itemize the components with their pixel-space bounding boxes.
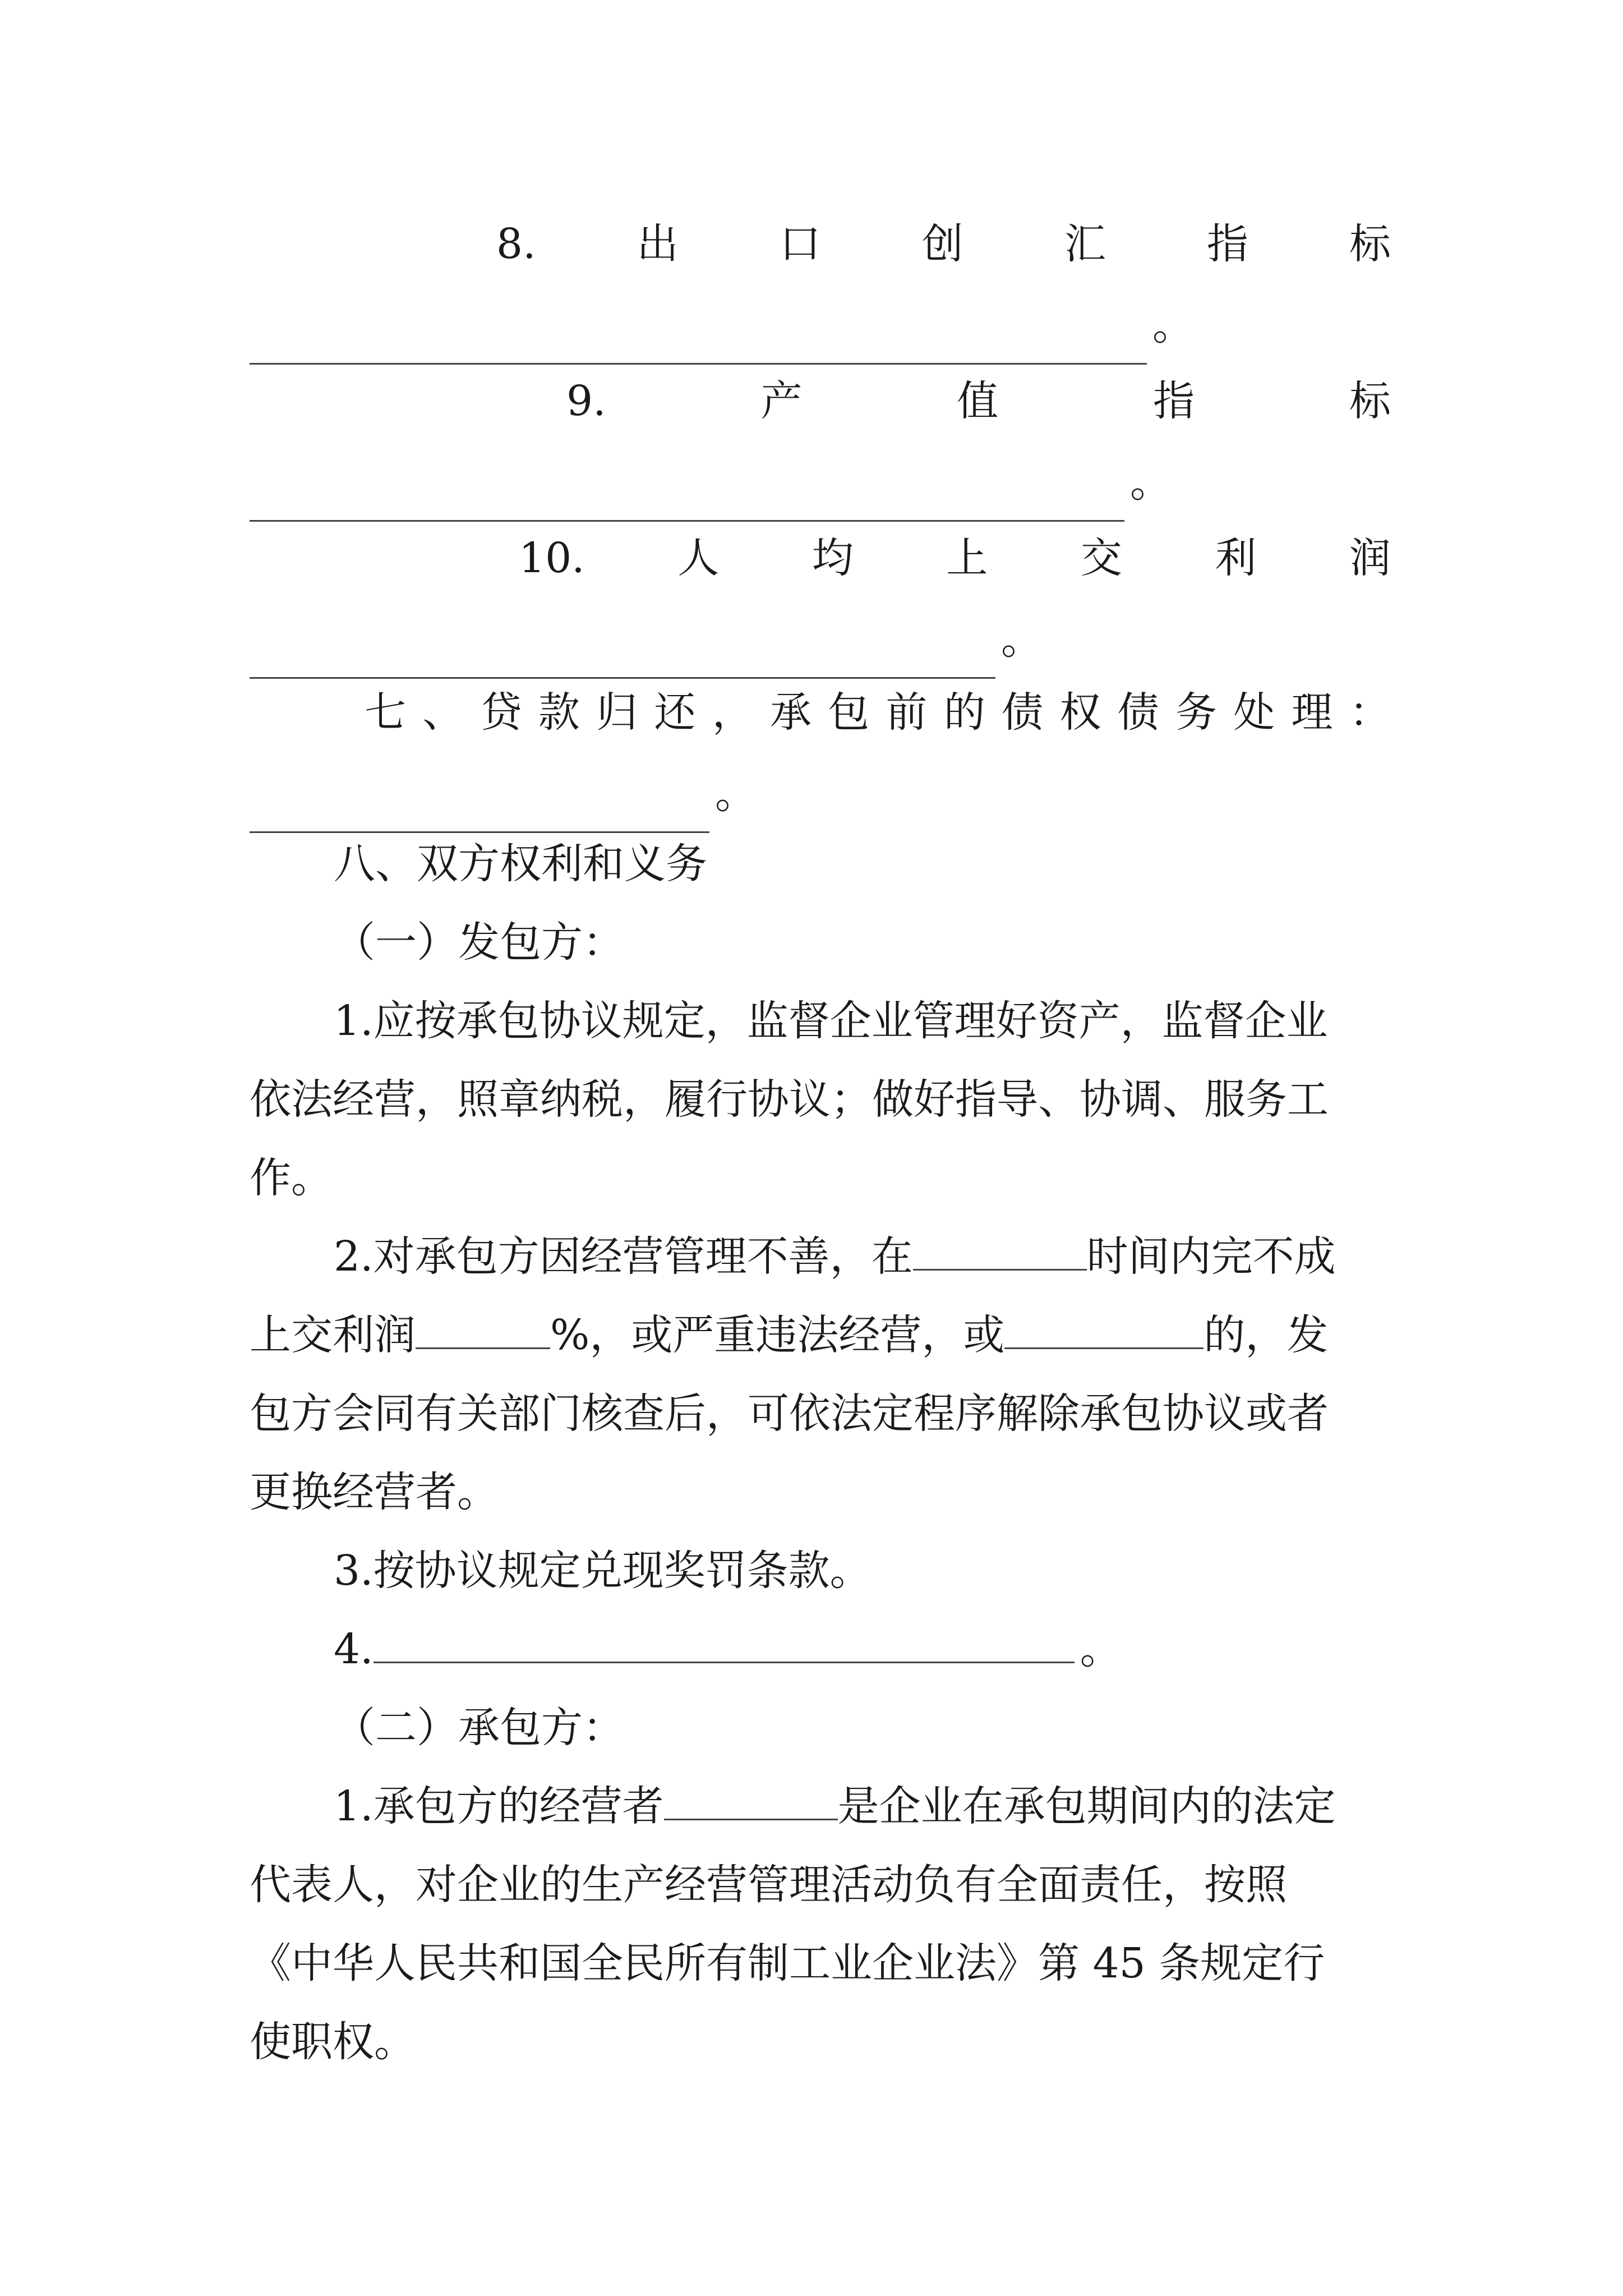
party-a-clause-3: 3.按协议规定兑现奖罚条款。 <box>334 1547 872 1595</box>
party-a-clause-2-line-4: 更换经营者。 <box>250 1468 499 1516</box>
item-8-line <box>250 205 1391 283</box>
section-7-char: 债 <box>1117 688 1159 737</box>
item-10-fill-in-rule[interactable] <box>250 628 995 679</box>
item-8-char: 口 <box>779 220 821 268</box>
section-7-char: 承 <box>769 688 811 737</box>
item-8-fill-in-rule[interactable] <box>250 314 1147 365</box>
item-8-char: 指 <box>1206 220 1248 268</box>
party-a-clause-2-text: 上交利润 <box>250 1311 416 1359</box>
party-b-clause-1-line-2: 代表人，对企业的生产经营管理活动负有全面责任，按照 <box>250 1861 1287 1909</box>
section-7-char: 前 <box>886 688 928 737</box>
party-a-clause-2-text: 2.对承包方因经营管理不善，在 <box>334 1232 913 1281</box>
item-9-char: 产 <box>760 377 803 425</box>
section-7-char: 包 <box>828 688 870 737</box>
section-7-char: 的 <box>943 688 985 737</box>
party-b-clause-1-line-3: 《中华人民共和国全民所有制工业企业法》第 45 条规定行 <box>250 1939 1325 1987</box>
full-stop: 。 <box>1080 1625 1122 1673</box>
party-a-heading: （一）发包方： <box>334 918 624 967</box>
section-7-char: 还 <box>654 688 696 737</box>
item-10-char: 利 <box>1215 534 1257 582</box>
section-7-char: 归 <box>596 688 638 737</box>
party-a-clause-1-line-3: 作。 <box>250 1154 333 1202</box>
section-7-char: ， <box>712 688 754 737</box>
section-7-char: 理 <box>1291 688 1333 737</box>
item-10-blank-line <box>250 600 1391 679</box>
item-9-line <box>250 362 1391 440</box>
item-9-number: 9. <box>566 377 606 425</box>
item-8-char: 汇 <box>1064 220 1106 268</box>
party-a-clause-1-line-1: 1.应按承包协议规定，监督企业管理好资产，监督企业 <box>334 997 1328 1045</box>
item-8-char: 创 <box>921 220 963 268</box>
full-stop: 。 <box>1130 458 1172 507</box>
party-a-clause-2-line-2 <box>250 1296 1391 1374</box>
fill-in-blank[interactable] <box>374 1622 1075 1663</box>
item-8-char: 标 <box>1349 220 1391 268</box>
item-10-char: 均 <box>811 534 854 582</box>
party-b-heading: （二）承包方： <box>334 1704 624 1752</box>
party-a-clause-4 <box>250 1610 1391 1688</box>
item-9-char: 标 <box>1349 377 1391 425</box>
item-10-char: 交 <box>1080 534 1122 582</box>
section-7-heading <box>250 673 1391 752</box>
section-7-char: 七 <box>365 688 406 737</box>
item-10-line <box>250 519 1391 597</box>
item-9-fill-in-rule[interactable] <box>250 471 1124 522</box>
section-7-char: 款 <box>538 688 580 737</box>
section-7-char: 务 <box>1175 688 1217 737</box>
section-7-char: 、 <box>422 688 464 737</box>
section-7-char: 处 <box>1233 688 1275 737</box>
section-8-heading: 八、双方权利和义务 <box>334 840 707 888</box>
full-stop: 。 <box>715 770 757 818</box>
party-b-clause-1-line-4: 使职权。 <box>250 2018 416 2066</box>
party-a-clause-2-line-3: 包方会同有关部门核查后，可依法定程序解除承包协议或者 <box>250 1389 1329 1438</box>
item-8-char: 出 <box>637 220 679 268</box>
party-a-clause-1-line-2: 依法经营，照章纳税，履行协议；做好指导、协调、服务工 <box>250 1075 1329 1124</box>
full-stop: 。 <box>1152 301 1194 349</box>
fill-in-blank[interactable] <box>416 1308 550 1349</box>
item-9-char: 值 <box>957 377 999 425</box>
party-b-clause-1-line-1 <box>250 1767 1391 1846</box>
party-b-clause-1-text: 1.承包方的经营者 <box>334 1782 664 1830</box>
party-a-clause-2-line-1 <box>250 1217 1391 1296</box>
item-10-char: 润 <box>1349 534 1391 582</box>
party-a-clause-4-number: 4. <box>334 1625 374 1673</box>
item-8-blank-line <box>250 286 1391 365</box>
party-b-clause-1-text: 是企业在承包期间内的法定 <box>837 1782 1336 1830</box>
item-9-char: 指 <box>1153 377 1195 425</box>
item-8-number: 8. <box>496 220 536 268</box>
section-7-char: 权 <box>1059 688 1101 737</box>
item-10-char: 上 <box>946 534 988 582</box>
party-a-clause-2-text: %，或严重违法经营，或 <box>550 1311 1005 1359</box>
section-7-blank-line <box>250 754 1391 833</box>
full-stop: 。 <box>1001 615 1043 664</box>
party-a-clause-2-text: 时间内完不成 <box>1086 1232 1336 1281</box>
fill-in-blank[interactable] <box>1004 1308 1204 1349</box>
item-10-char: 人 <box>677 534 720 582</box>
fill-in-blank[interactable] <box>913 1230 1087 1271</box>
fill-in-blank[interactable] <box>664 1779 838 1820</box>
section-7-char: 贷 <box>480 688 522 737</box>
section-7-char: ： <box>1349 688 1391 737</box>
item-9-blank-line <box>250 443 1391 522</box>
item-10-number: 10. <box>519 534 585 582</box>
party-a-clause-2-text: 的，发 <box>1204 1311 1329 1359</box>
section-7-char: 债 <box>1002 688 1044 737</box>
